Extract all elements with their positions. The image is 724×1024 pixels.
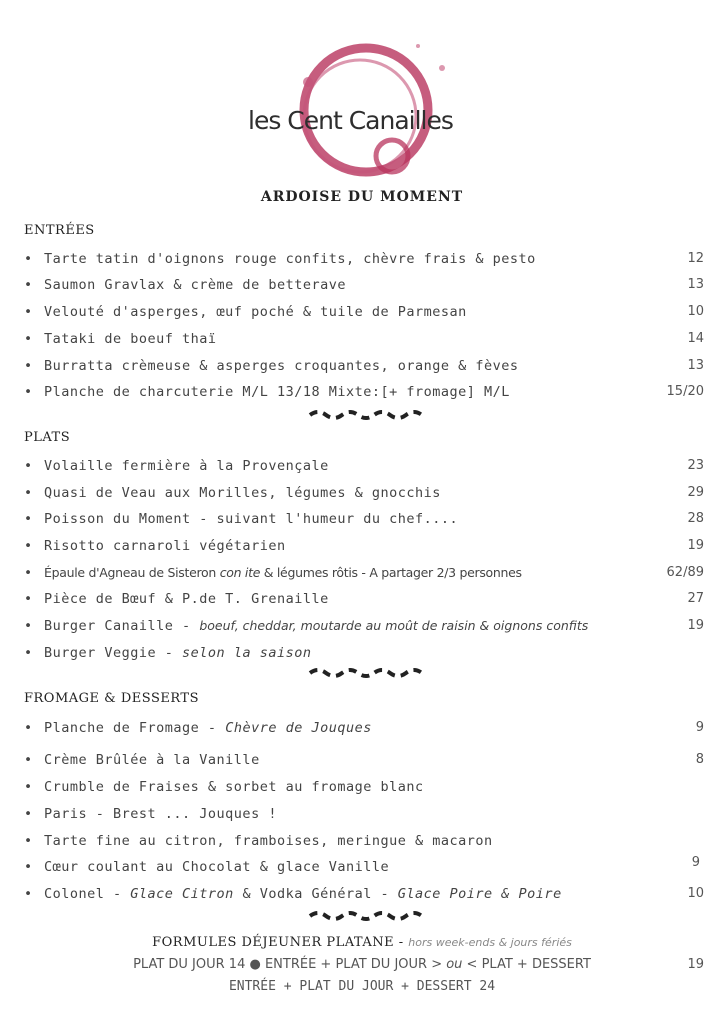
menu-item bbox=[24, 384, 704, 404]
item-text: Volaille fermière à la Provençale bbox=[44, 458, 329, 474]
item-price: 8 bbox=[695, 752, 704, 767]
item-text: Burratta crèmeuse & asperges croquantes, orange & fèves bbox=[44, 358, 519, 374]
section-title-desserts: FROMAGE & DESSERTS bbox=[24, 691, 199, 706]
menu-item bbox=[24, 752, 704, 772]
menu-item bbox=[24, 833, 704, 853]
formules-line-1 bbox=[0, 957, 724, 972]
bullet: • bbox=[24, 485, 33, 501]
bullet: • bbox=[24, 565, 33, 581]
item-price: 19 bbox=[687, 618, 704, 633]
item-price: 14 bbox=[687, 331, 704, 346]
item-text-part: & Vodka Général - bbox=[233, 886, 398, 902]
logo-text: les Cent Canailles bbox=[248, 106, 453, 135]
item-text: Risotto carnaroli végétarien bbox=[44, 538, 286, 554]
item-text bbox=[44, 645, 311, 661]
item-text: Crumble de Fraises & sorbet au fromage blanc bbox=[44, 779, 424, 795]
menu-item bbox=[24, 358, 704, 378]
item-price: 23 bbox=[687, 458, 704, 473]
bullet: • bbox=[24, 331, 33, 347]
menu-item bbox=[24, 538, 704, 558]
item-price: 15/20 bbox=[666, 384, 704, 399]
page-title: ARDOISE DU MOMENT bbox=[260, 189, 464, 205]
item-text-italic: Chèvre de Jouques bbox=[225, 720, 372, 736]
wave-divider bbox=[308, 666, 428, 680]
menu-item bbox=[24, 511, 704, 531]
item-text-italic: selon la saison bbox=[182, 645, 312, 661]
item-text-part: Burger Canaille - bbox=[44, 618, 200, 634]
item-text-part: Burger Veggie - bbox=[44, 645, 183, 661]
bullet: • bbox=[24, 806, 33, 822]
item-text-italic: boeuf, cheddar, moutarde au moût de raisin & oignons confits bbox=[199, 618, 589, 633]
bullet: • bbox=[24, 833, 33, 849]
menu-item bbox=[24, 886, 704, 906]
item-text: Paris - Brest ... Jouques ! bbox=[44, 806, 277, 822]
item-price: 13 bbox=[687, 358, 704, 373]
bullet: • bbox=[24, 859, 33, 875]
item-text bbox=[44, 720, 372, 736]
menu-item bbox=[24, 645, 704, 665]
menu-item bbox=[24, 458, 704, 478]
item-text-part: Planche de Fromage - bbox=[44, 720, 226, 736]
formules-note: hors week-ends & jours fériés bbox=[408, 936, 572, 949]
bullet: • bbox=[24, 458, 33, 474]
bullet: • bbox=[24, 277, 33, 293]
item-text: Cœur coulant au Chocolat & glace Vanille bbox=[44, 859, 390, 875]
item-text: Crème Brûlée à la Vanille bbox=[44, 752, 260, 768]
item-price: 28 bbox=[687, 511, 704, 526]
item-text: Planche de charcuterie M/L 13/18 Mixte:[+ fromage] M/L bbox=[44, 384, 510, 400]
menu-item bbox=[24, 806, 704, 826]
formules-title bbox=[0, 935, 724, 950]
bullet: • bbox=[24, 358, 33, 374]
formules-line-1-ou: ou bbox=[446, 957, 463, 972]
item-price: 13 bbox=[687, 277, 704, 292]
menu-item bbox=[24, 277, 704, 297]
bullet: • bbox=[24, 511, 33, 527]
menu-item bbox=[24, 565, 704, 585]
item-text: Quasi de Veau aux Morilles, légumes & gnocchis bbox=[44, 485, 441, 501]
menu-item bbox=[24, 591, 704, 611]
item-price: 27 bbox=[687, 591, 704, 606]
section-title-entrees: ENTRÉES bbox=[24, 223, 95, 238]
bullet: • bbox=[24, 304, 33, 320]
item-price: 10 bbox=[687, 886, 704, 901]
formules-price: 19 bbox=[687, 957, 704, 972]
item-text: Tarte fine au citron, framboises, meringue & macaron bbox=[44, 833, 493, 849]
bullet: • bbox=[24, 886, 33, 902]
formules-line-1-a: PLAT DU JOUR 14 ● ENTRÉE + PLAT DU JOUR > bbox=[133, 957, 447, 972]
item-text-part: Épaule d'Agneau de Sisteron bbox=[44, 565, 220, 580]
bullet: • bbox=[24, 779, 33, 795]
item-text: Poisson du Moment - suivant l'humeur du chef.... bbox=[44, 511, 459, 527]
item-text: Velouté d'asperges, œuf poché & tuile de Parmesan bbox=[44, 304, 467, 320]
formules-line-2: ENTRÉE + PLAT DU JOUR + DESSERT 24 bbox=[228, 979, 496, 994]
bullet: • bbox=[24, 645, 33, 661]
item-price: 10 bbox=[687, 304, 704, 319]
item-text-italic: con ite bbox=[219, 565, 261, 580]
item-text-part: Colonel - bbox=[44, 886, 131, 902]
menu-item bbox=[24, 251, 704, 271]
formules-line-1-b: < PLAT + DESSERT bbox=[462, 957, 591, 972]
menu-item bbox=[24, 331, 704, 351]
menu-item bbox=[24, 485, 704, 505]
bullet: • bbox=[24, 251, 33, 267]
menu-item bbox=[24, 779, 704, 799]
item-text bbox=[44, 886, 562, 902]
item-text bbox=[44, 618, 588, 634]
wave-divider bbox=[308, 909, 428, 923]
item-text bbox=[44, 565, 522, 580]
item-text: Pièce de Bœuf & P.de T. Grenaille bbox=[44, 591, 329, 607]
item-price: 9 bbox=[691, 855, 700, 870]
bullet: • bbox=[24, 538, 33, 554]
bullet: • bbox=[24, 384, 33, 400]
menu-item bbox=[24, 855, 704, 879]
bullet: • bbox=[24, 591, 33, 607]
item-text-part: & légumes rôtis - A partager 2/3 personnes bbox=[260, 565, 522, 580]
item-price: 12 bbox=[687, 251, 704, 266]
bullet: • bbox=[24, 618, 33, 634]
wave-divider bbox=[308, 408, 428, 422]
menu-item bbox=[24, 618, 704, 638]
item-text-italic: Glace Citron bbox=[130, 886, 234, 902]
bullet: • bbox=[24, 752, 33, 768]
formules-title-text: FORMULES DÉJEUNER PLATANE - bbox=[152, 935, 409, 950]
item-text: Tataki de boeuf thaï bbox=[44, 331, 217, 347]
item-price: 9 bbox=[695, 720, 704, 735]
bullet: • bbox=[24, 720, 33, 736]
item-text-italic: Glace Poire & Poire bbox=[397, 886, 562, 902]
section-title-plats: PLATS bbox=[24, 430, 71, 445]
menu-item bbox=[24, 720, 704, 740]
item-text: Saumon Gravlax & crème de betterave bbox=[44, 277, 346, 293]
menu-item bbox=[24, 304, 704, 324]
item-price: 62/89 bbox=[666, 565, 704, 580]
item-price: 29 bbox=[687, 485, 704, 500]
item-text: Tarte tatin d'oignons rouge confits, chèvre frais & pesto bbox=[44, 251, 536, 267]
item-price: 19 bbox=[687, 538, 704, 553]
